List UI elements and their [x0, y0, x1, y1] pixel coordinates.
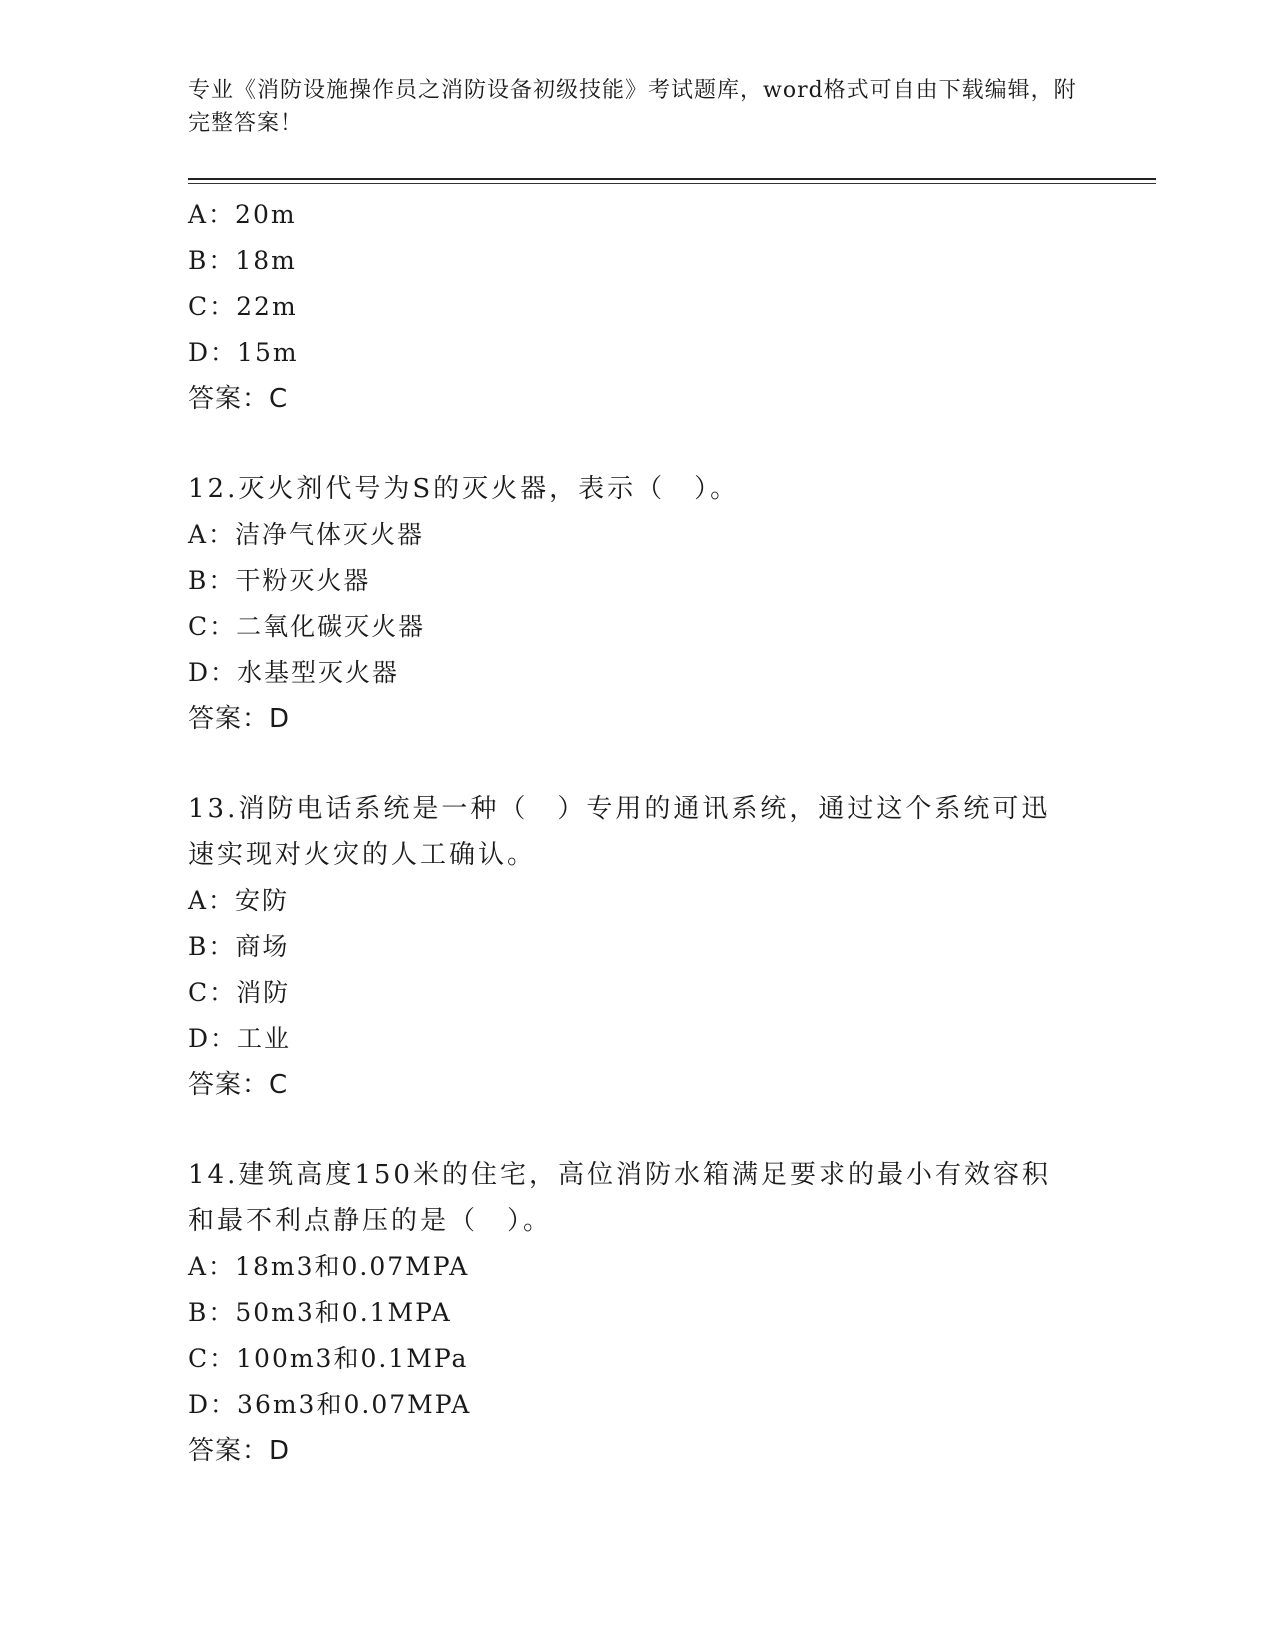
question-14: [188, 1152, 1088, 1474]
answer: 答案：D: [188, 704, 291, 734]
option-b: B：18m: [188, 246, 297, 275]
option-d: D：15m: [188, 338, 299, 367]
question-13: [188, 786, 1088, 1108]
option-d: D：工业: [188, 1024, 292, 1053]
header-divider-thin: [188, 183, 1156, 184]
question-text: 13.消防电话系统是一种（ ）专用的通讯系统，通过这个系统可迅速实现对火灾的人工确认。: [188, 794, 1051, 870]
option-d: D：水基型灭火器: [188, 658, 400, 687]
question-text: 14.建筑高度150米的住宅，高位消防水箱满足要求的最小有效容积和最不利点静压的是（ ）。: [188, 1160, 1051, 1236]
partial-question: [188, 192, 1088, 422]
option-a: A：18m3和0.07MPA: [188, 1252, 470, 1281]
question-12: [188, 466, 1088, 742]
answer: 答案：D: [188, 1436, 291, 1466]
option-c: C：100m3和0.1MPa: [188, 1344, 469, 1373]
option-d: D：36m3和0.07MPA: [188, 1390, 472, 1419]
option-c: C：22m: [188, 292, 298, 321]
option-c: C：消防: [188, 978, 291, 1007]
document-header: 专业《消防设施操作员之消防设备初级技能》考试题库，word格式可自由下载编辑，附完整答案！: [188, 78, 1077, 136]
answer: 答案：C: [188, 1070, 289, 1100]
question-text: 12.灭火剂代号为S的灭火器，表示（ ）。: [188, 474, 740, 504]
option-b: B：干粉灭火器: [188, 566, 371, 595]
header-divider: [188, 178, 1156, 180]
option-a: A：安防: [188, 886, 290, 915]
option-b: B：商场: [188, 932, 290, 961]
option-c: C：二氧化碳灭火器: [188, 612, 426, 641]
option-a: A：20m: [188, 200, 297, 229]
question-list: [188, 192, 1088, 1474]
option-a: A：洁净气体灭火器: [188, 520, 425, 549]
answer: 答案：C: [188, 384, 289, 414]
option-b: B：50m3和0.1MPA: [188, 1298, 452, 1327]
